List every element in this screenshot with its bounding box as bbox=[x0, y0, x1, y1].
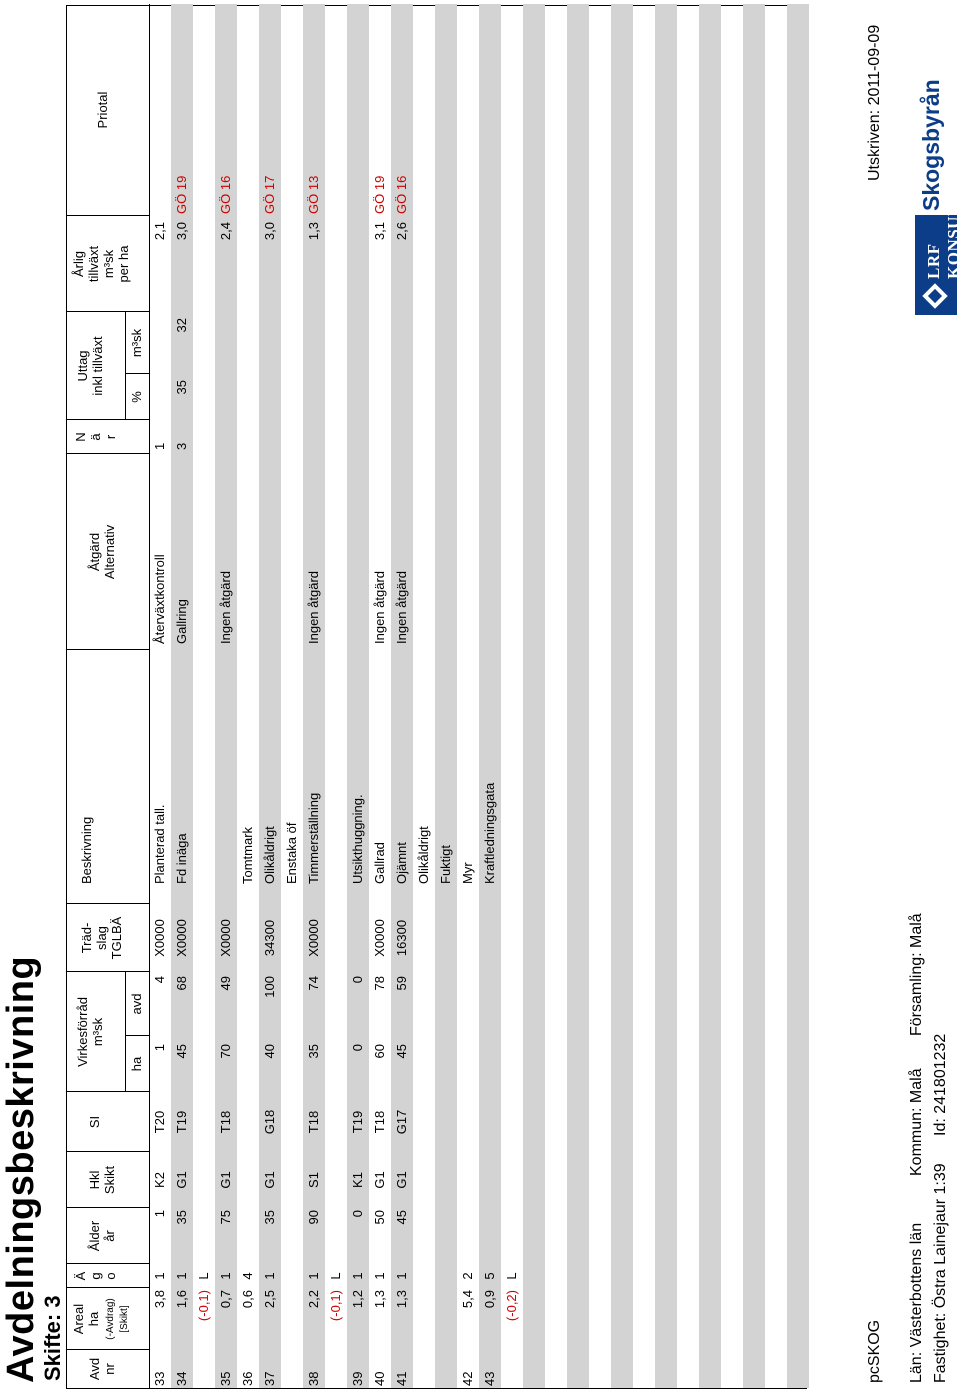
header-subline bbox=[125, 312, 126, 420]
cell-ago: 1 bbox=[262, 1272, 277, 1280]
cell-prio: GÖ 13 bbox=[306, 175, 321, 214]
cell-arlig: 3,1 bbox=[372, 222, 387, 241]
cell-beskr: Fd inäga bbox=[174, 833, 189, 884]
cell-hkl: G1 bbox=[218, 1171, 233, 1189]
header-atgard: Åtgärd Alternativ bbox=[87, 524, 117, 580]
header-beskrivning: Beskrivning bbox=[79, 816, 94, 884]
header-si: SI bbox=[87, 1115, 102, 1129]
cell-ago: 1 bbox=[350, 1272, 365, 1280]
cell-si: T19 bbox=[350, 1110, 365, 1134]
cell-ago: 5 bbox=[482, 1272, 497, 1280]
cell-vavd: 59 bbox=[394, 976, 409, 991]
cell-trad: 16300 bbox=[394, 919, 409, 957]
header-divider bbox=[67, 453, 149, 454]
cell-ago: 1 bbox=[174, 1272, 189, 1280]
cell-hkl: K1 bbox=[350, 1172, 365, 1188]
cell-si: T20 bbox=[152, 1110, 167, 1134]
cell-trad: X0000 bbox=[152, 919, 167, 957]
header-hkl: Hkl Skikt bbox=[87, 1165, 117, 1195]
header-nar: N ä r bbox=[73, 432, 118, 442]
row-stripe bbox=[611, 4, 633, 1388]
footer-software: pcSKOG bbox=[866, 1319, 883, 1383]
cell-arlig: 2,6 bbox=[394, 222, 409, 241]
cell-avd: 35 bbox=[218, 1371, 233, 1386]
cell-areal: 1,3 bbox=[372, 1290, 387, 1309]
description-table bbox=[66, 5, 807, 1389]
cell-arlig: 2,4 bbox=[218, 222, 233, 241]
footer-kommun: Kommun: Malå bbox=[908, 1068, 925, 1176]
cell-hkl: S1 bbox=[306, 1172, 321, 1188]
footer-written: Utskriven: 2011-09-09 bbox=[866, 24, 883, 181]
header-divider bbox=[67, 419, 149, 420]
cell-beskr: Olikåldrigt bbox=[262, 826, 277, 884]
header-divider bbox=[67, 311, 149, 312]
cell-beskr: Fuktigt bbox=[438, 844, 453, 884]
lrf-logo bbox=[915, 193, 963, 315]
header-divider bbox=[67, 1287, 149, 1288]
cell-areal: 0,7 bbox=[218, 1290, 233, 1309]
cell-nar: 3 bbox=[174, 442, 189, 450]
cell-vavd: 68 bbox=[174, 976, 189, 991]
cell-avd: 43 bbox=[482, 1371, 497, 1386]
cell-avd: 37 bbox=[262, 1371, 277, 1386]
cell-ago: L bbox=[504, 1272, 519, 1280]
cell-alder: 1 bbox=[152, 1210, 167, 1218]
cell-atgard: Ingen åtgärd bbox=[372, 570, 387, 644]
header-divider bbox=[67, 1151, 149, 1152]
cell-atgard: Återväxtkontroll bbox=[152, 554, 167, 644]
cell-areal: 2,2 bbox=[306, 1290, 321, 1309]
footer-fastighet: Fastighet: Östra Lainejaur 1:39 bbox=[932, 1163, 949, 1383]
cell-alder: 90 bbox=[306, 1210, 321, 1225]
row-stripe bbox=[787, 4, 809, 1388]
cell-trad: 34300 bbox=[262, 919, 277, 957]
cell-prio: GÖ 16 bbox=[218, 175, 233, 214]
cell-vha: 45 bbox=[174, 1044, 189, 1059]
footer-forsamling: Församling: Malå bbox=[908, 913, 925, 1036]
lrf-logo-text: LRF KONSULT bbox=[924, 193, 963, 279]
cell-avd: 41 bbox=[394, 1371, 409, 1386]
row-stripe bbox=[523, 4, 545, 1388]
cell-alder: 35 bbox=[174, 1210, 189, 1225]
cell-pct: 35 bbox=[174, 380, 189, 395]
header-areal: Areal ha bbox=[71, 1303, 101, 1335]
cell-ago: 1 bbox=[372, 1272, 387, 1280]
cell-areal: 0,6 bbox=[240, 1290, 255, 1309]
cell-beskr: Utsikthuggning. bbox=[350, 794, 365, 884]
row-stripe bbox=[743, 4, 765, 1388]
cell-ago: 1 bbox=[152, 1272, 167, 1280]
cell-trad: X0000 bbox=[372, 919, 387, 957]
cell-alder: 50 bbox=[372, 1210, 387, 1225]
header-subline bbox=[125, 972, 126, 1092]
cell-prio: GÖ 17 bbox=[262, 175, 277, 214]
cell-arlig: 3,0 bbox=[262, 222, 277, 241]
cell-trad: X0000 bbox=[174, 919, 189, 957]
cell-vha: 70 bbox=[218, 1044, 233, 1059]
cell-beskr: Myr bbox=[460, 862, 475, 884]
cell-areal: (-0,2) bbox=[504, 1290, 519, 1322]
cell-atgard: Ingen åtgärd bbox=[306, 570, 321, 644]
cell-vavd: 74 bbox=[306, 976, 321, 991]
cell-ago: 1 bbox=[306, 1272, 321, 1280]
diamond-icon bbox=[922, 283, 947, 308]
cell-vavd: 4 bbox=[152, 976, 167, 984]
cell-prio: GÖ 19 bbox=[174, 175, 189, 214]
cell-ago: L bbox=[196, 1272, 211, 1280]
skogsbyran-logo: Skogsbyrån bbox=[918, 79, 944, 211]
footer-id: Id: 241801232 bbox=[932, 1033, 949, 1136]
cell-beskr: Ojämnt bbox=[394, 842, 409, 884]
cell-avd: 39 bbox=[350, 1371, 365, 1386]
cell-arlig: 2,1 bbox=[152, 222, 167, 241]
cell-areal: 5,4 bbox=[460, 1290, 475, 1309]
header-divider bbox=[67, 1263, 149, 1264]
cell-ago: 1 bbox=[394, 1272, 409, 1280]
cell-ago: L bbox=[328, 1272, 343, 1280]
cell-areal: 3,8 bbox=[152, 1290, 167, 1309]
cell-ago: 1 bbox=[218, 1272, 233, 1280]
header-divider bbox=[67, 1349, 149, 1350]
cell-hkl: K2 bbox=[152, 1172, 167, 1188]
header-divider bbox=[67, 1091, 149, 1092]
header-divider bbox=[67, 1207, 149, 1208]
header-areal-avdrag: (-Avdrag) bbox=[105, 1298, 116, 1340]
header-areal-skikt: [Skikt] bbox=[119, 1305, 130, 1333]
cell-trad: X0000 bbox=[218, 919, 233, 957]
cell-beskr: Gallrad bbox=[372, 842, 387, 884]
cell-alder: 35 bbox=[262, 1210, 277, 1225]
cell-vha: 40 bbox=[262, 1044, 277, 1059]
cell-vavd: 100 bbox=[262, 976, 277, 998]
cell-arlig: 3,0 bbox=[174, 222, 189, 241]
cell-vha: 35 bbox=[306, 1044, 321, 1059]
header-divider bbox=[67, 215, 149, 216]
cell-m3: 32 bbox=[174, 318, 189, 333]
cell-avd: 38 bbox=[306, 1371, 321, 1386]
cell-areal: 0,9 bbox=[482, 1290, 497, 1309]
cell-vha: 60 bbox=[372, 1044, 387, 1059]
cell-avd: 40 bbox=[372, 1371, 387, 1386]
header-virkes-ha: ha bbox=[129, 1056, 144, 1072]
cell-areal: 2,5 bbox=[262, 1290, 277, 1309]
cell-si: T19 bbox=[174, 1110, 189, 1134]
cell-beskr: Kraftledningsgata bbox=[482, 782, 497, 884]
cell-nar: 1 bbox=[152, 442, 167, 450]
cell-vavd: 49 bbox=[218, 976, 233, 991]
cell-areal: 1,6 bbox=[174, 1290, 189, 1309]
row-stripe bbox=[567, 4, 589, 1388]
cell-ago: 4 bbox=[240, 1272, 255, 1280]
header-divider bbox=[67, 971, 149, 972]
header-tradslag: Träd- slag TGLBÄ bbox=[79, 916, 124, 960]
cell-atgard: Gallring bbox=[174, 599, 189, 644]
cell-beskr: Planterad tall. bbox=[152, 804, 167, 884]
cell-hkl: G1 bbox=[372, 1171, 387, 1189]
header-ago: Ä g o bbox=[73, 1271, 118, 1281]
cell-areal: (-0,1) bbox=[196, 1290, 211, 1322]
cell-avd: 42 bbox=[460, 1371, 475, 1386]
cell-avd: 33 bbox=[152, 1371, 167, 1386]
header-avd: Avd nr bbox=[87, 1357, 117, 1381]
header-priotal: Priotal bbox=[95, 91, 110, 129]
cell-trad: X0000 bbox=[306, 919, 321, 957]
header-virkes: Virkesförråd m³sk bbox=[75, 997, 105, 1067]
header-uttag-m3: m³sk bbox=[129, 328, 144, 358]
cell-beskr: Timmerställning bbox=[306, 792, 321, 884]
cell-areal: 1,3 bbox=[394, 1290, 409, 1309]
cell-vavd: 78 bbox=[372, 976, 387, 991]
header-divider bbox=[67, 649, 149, 650]
cell-vha: 0 bbox=[350, 1044, 365, 1052]
cell-vha: 1 bbox=[152, 1044, 167, 1052]
header-divider bbox=[67, 903, 149, 904]
cell-vavd: 0 bbox=[350, 976, 365, 984]
cell-beskr: Olikåldrigt bbox=[416, 826, 431, 884]
cell-prio: GÖ 16 bbox=[394, 175, 409, 214]
cell-ago: 2 bbox=[460, 1272, 475, 1280]
cell-areal: (-0,1) bbox=[328, 1290, 343, 1322]
cell-avd: 34 bbox=[174, 1371, 189, 1386]
header-divider bbox=[125, 1035, 149, 1036]
header-uttag-pct: % bbox=[129, 391, 144, 403]
cell-si: T18 bbox=[372, 1110, 387, 1134]
cell-hkl: G1 bbox=[262, 1171, 277, 1189]
cell-si: G17 bbox=[394, 1109, 409, 1135]
header-alder: Ålder år bbox=[87, 1220, 117, 1252]
cell-beskr: Tomtmark bbox=[240, 826, 255, 884]
footer-lan: Län: Västerbottens län bbox=[908, 1222, 925, 1383]
header-arlig: Årlig tillväxt m³sk per ha bbox=[71, 245, 131, 283]
cell-arlig: 1,3 bbox=[306, 222, 321, 241]
cell-atgard: Ingen åtgärd bbox=[394, 570, 409, 644]
header-divider bbox=[125, 373, 149, 374]
header-uttag: Uttag inkl tillväxt bbox=[75, 336, 105, 396]
page-subtitle: Skifte: 3 bbox=[40, 1295, 65, 1381]
row-stripe bbox=[655, 4, 677, 1388]
cell-beskr: Enstaka öf bbox=[284, 822, 299, 884]
cell-alder: 75 bbox=[218, 1210, 233, 1225]
cell-atgard: Ingen åtgärd bbox=[218, 570, 233, 644]
cell-areal: 1,2 bbox=[350, 1290, 365, 1309]
cell-si: G18 bbox=[262, 1109, 277, 1135]
cell-vha: 45 bbox=[394, 1044, 409, 1059]
cell-avd: 36 bbox=[240, 1371, 255, 1386]
cell-alder: 45 bbox=[394, 1210, 409, 1225]
cell-prio: GÖ 19 bbox=[372, 175, 387, 214]
page-title: Avdelningsbeskrivning bbox=[0, 955, 42, 1383]
header-virkes-avd: avd bbox=[129, 993, 144, 1015]
row-stripe bbox=[699, 4, 721, 1388]
cell-hkl: G1 bbox=[394, 1171, 409, 1189]
cell-si: T18 bbox=[306, 1110, 321, 1134]
cell-alder: 0 bbox=[350, 1210, 365, 1218]
cell-si: T18 bbox=[218, 1110, 233, 1134]
cell-hkl: G1 bbox=[174, 1171, 189, 1189]
